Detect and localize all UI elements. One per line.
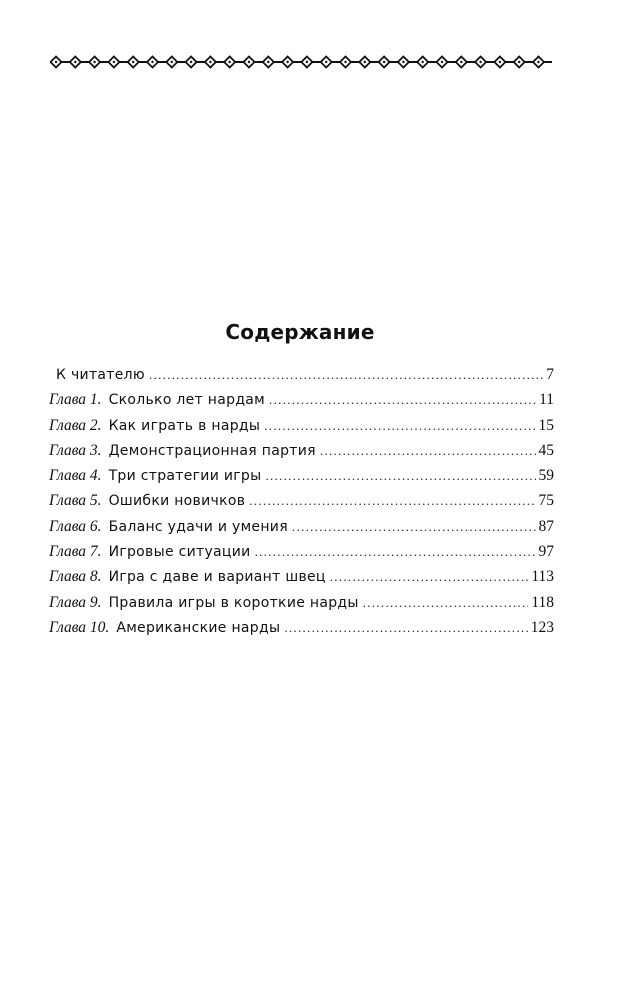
ornament-dot <box>460 61 462 63</box>
toc-page-number: 15 <box>538 416 554 434</box>
ornament-dot <box>190 61 192 63</box>
ornament-dot <box>132 61 134 63</box>
toc-entry-chapter-3[interactable] <box>49 442 554 467</box>
toc-entry-title: Правила игры в короткие нарды <box>108 594 359 611</box>
ornament-dot <box>479 61 481 63</box>
table-of-contents <box>49 366 554 644</box>
ornament-dot <box>499 61 501 63</box>
toc-dot-leader <box>292 519 536 535</box>
ornament-dot <box>306 61 308 63</box>
toc-chapter-label: Глава 2. <box>49 416 102 434</box>
toc-dot-leader <box>265 468 535 484</box>
ornament-dot <box>151 61 153 63</box>
toc-entry-title: Баланс удачи и умения <box>108 518 288 535</box>
ornament-dot <box>171 61 173 63</box>
toc-entry-title: Как играть в нарды <box>108 417 261 434</box>
toc-chapter-label: Глава 3. <box>49 441 102 459</box>
toc-chapter-label: Глава 8. <box>49 568 102 586</box>
ornament-dot <box>537 61 539 63</box>
toc-entry-title: Игровые ситуации <box>108 544 251 561</box>
toc-chapter-label: Глава 5. <box>49 492 102 510</box>
toc-entry-title: Три стратегии игры <box>108 468 262 485</box>
toc-dot-leader <box>249 493 535 509</box>
ornament-dot <box>55 61 57 63</box>
toc-entry-title: К читателю <box>56 367 145 383</box>
toc-entry-chapter-6[interactable] <box>49 518 554 543</box>
ornament-dot <box>248 61 250 63</box>
ornament-dot <box>422 61 424 63</box>
toc-entry-title: Сколько лет нардам <box>108 392 266 409</box>
toc-chapter-label: Глава 9. <box>49 593 102 611</box>
ornament-dot <box>383 61 385 63</box>
toc-entry-title: Игра с даве и вариант швец <box>108 569 326 586</box>
toc-entry-intro[interactable] <box>49 366 554 391</box>
ornament-dot <box>93 61 95 63</box>
ornament-dot <box>402 61 404 63</box>
toc-page-number: 97 <box>538 543 554 561</box>
toc-page-number: 11 <box>539 391 554 409</box>
toc-entry-chapter-4[interactable] <box>49 467 554 492</box>
toc-page-number: 59 <box>538 467 554 485</box>
toc-dot-leader <box>320 443 536 459</box>
toc-entry-chapter-1[interactable] <box>49 391 554 416</box>
ornament-dot <box>364 61 366 63</box>
toc-chapter-label: Глава 1. <box>49 391 102 409</box>
toc-entry-title: Демонстрационная партия <box>108 442 316 459</box>
toc-page-number: 87 <box>538 517 554 535</box>
toc-chapter-label: Глава 10. <box>49 618 110 636</box>
toc-page-number: 118 <box>531 593 554 611</box>
toc-entry-chapter-9[interactable] <box>49 594 554 619</box>
toc-chapter-label: Глава 7. <box>49 543 102 561</box>
ornament-dot <box>229 61 231 63</box>
toc-dot-leader <box>330 569 529 585</box>
toc-dot-leader <box>264 418 535 434</box>
ornament-dot <box>113 61 115 63</box>
toc-entry-chapter-8[interactable] <box>49 568 554 593</box>
toc-dot-leader <box>284 620 527 636</box>
toc-entry-chapter-2[interactable] <box>49 417 554 442</box>
ornament-dot <box>286 61 288 63</box>
toc-chapter-label: Глава 4. <box>49 467 102 485</box>
toc-dot-leader <box>255 544 536 560</box>
ornament-dot <box>441 61 443 63</box>
toc-page-number: 75 <box>538 492 554 510</box>
toc-page-number: 113 <box>531 568 554 586</box>
ornament-dot <box>325 61 327 63</box>
diamond-chain-border-icon <box>50 53 552 71</box>
toc-dot-leader <box>149 367 543 383</box>
ornament-dot <box>344 61 346 63</box>
ornament-dot <box>74 61 76 63</box>
toc-entry-title: Ошибки новичков <box>108 493 246 510</box>
toc-dot-leader <box>363 595 529 611</box>
toc-page-number: 123 <box>530 618 554 636</box>
toc-page-number: 7 <box>546 366 554 383</box>
toc-entry-chapter-7[interactable] <box>49 543 554 568</box>
toc-heading: Содержание <box>225 320 375 344</box>
toc-page-number: 45 <box>538 441 554 459</box>
toc-entry-chapter-10[interactable] <box>49 619 554 644</box>
ornament-dot <box>209 61 211 63</box>
toc-entry-chapter-5[interactable] <box>49 492 554 517</box>
ornament-dot <box>518 61 520 63</box>
ornament-dot <box>267 61 269 63</box>
toc-entry-title: Американские нарды <box>116 619 281 636</box>
toc-chapter-label: Глава 6. <box>49 517 102 535</box>
toc-dot-leader <box>269 392 536 408</box>
